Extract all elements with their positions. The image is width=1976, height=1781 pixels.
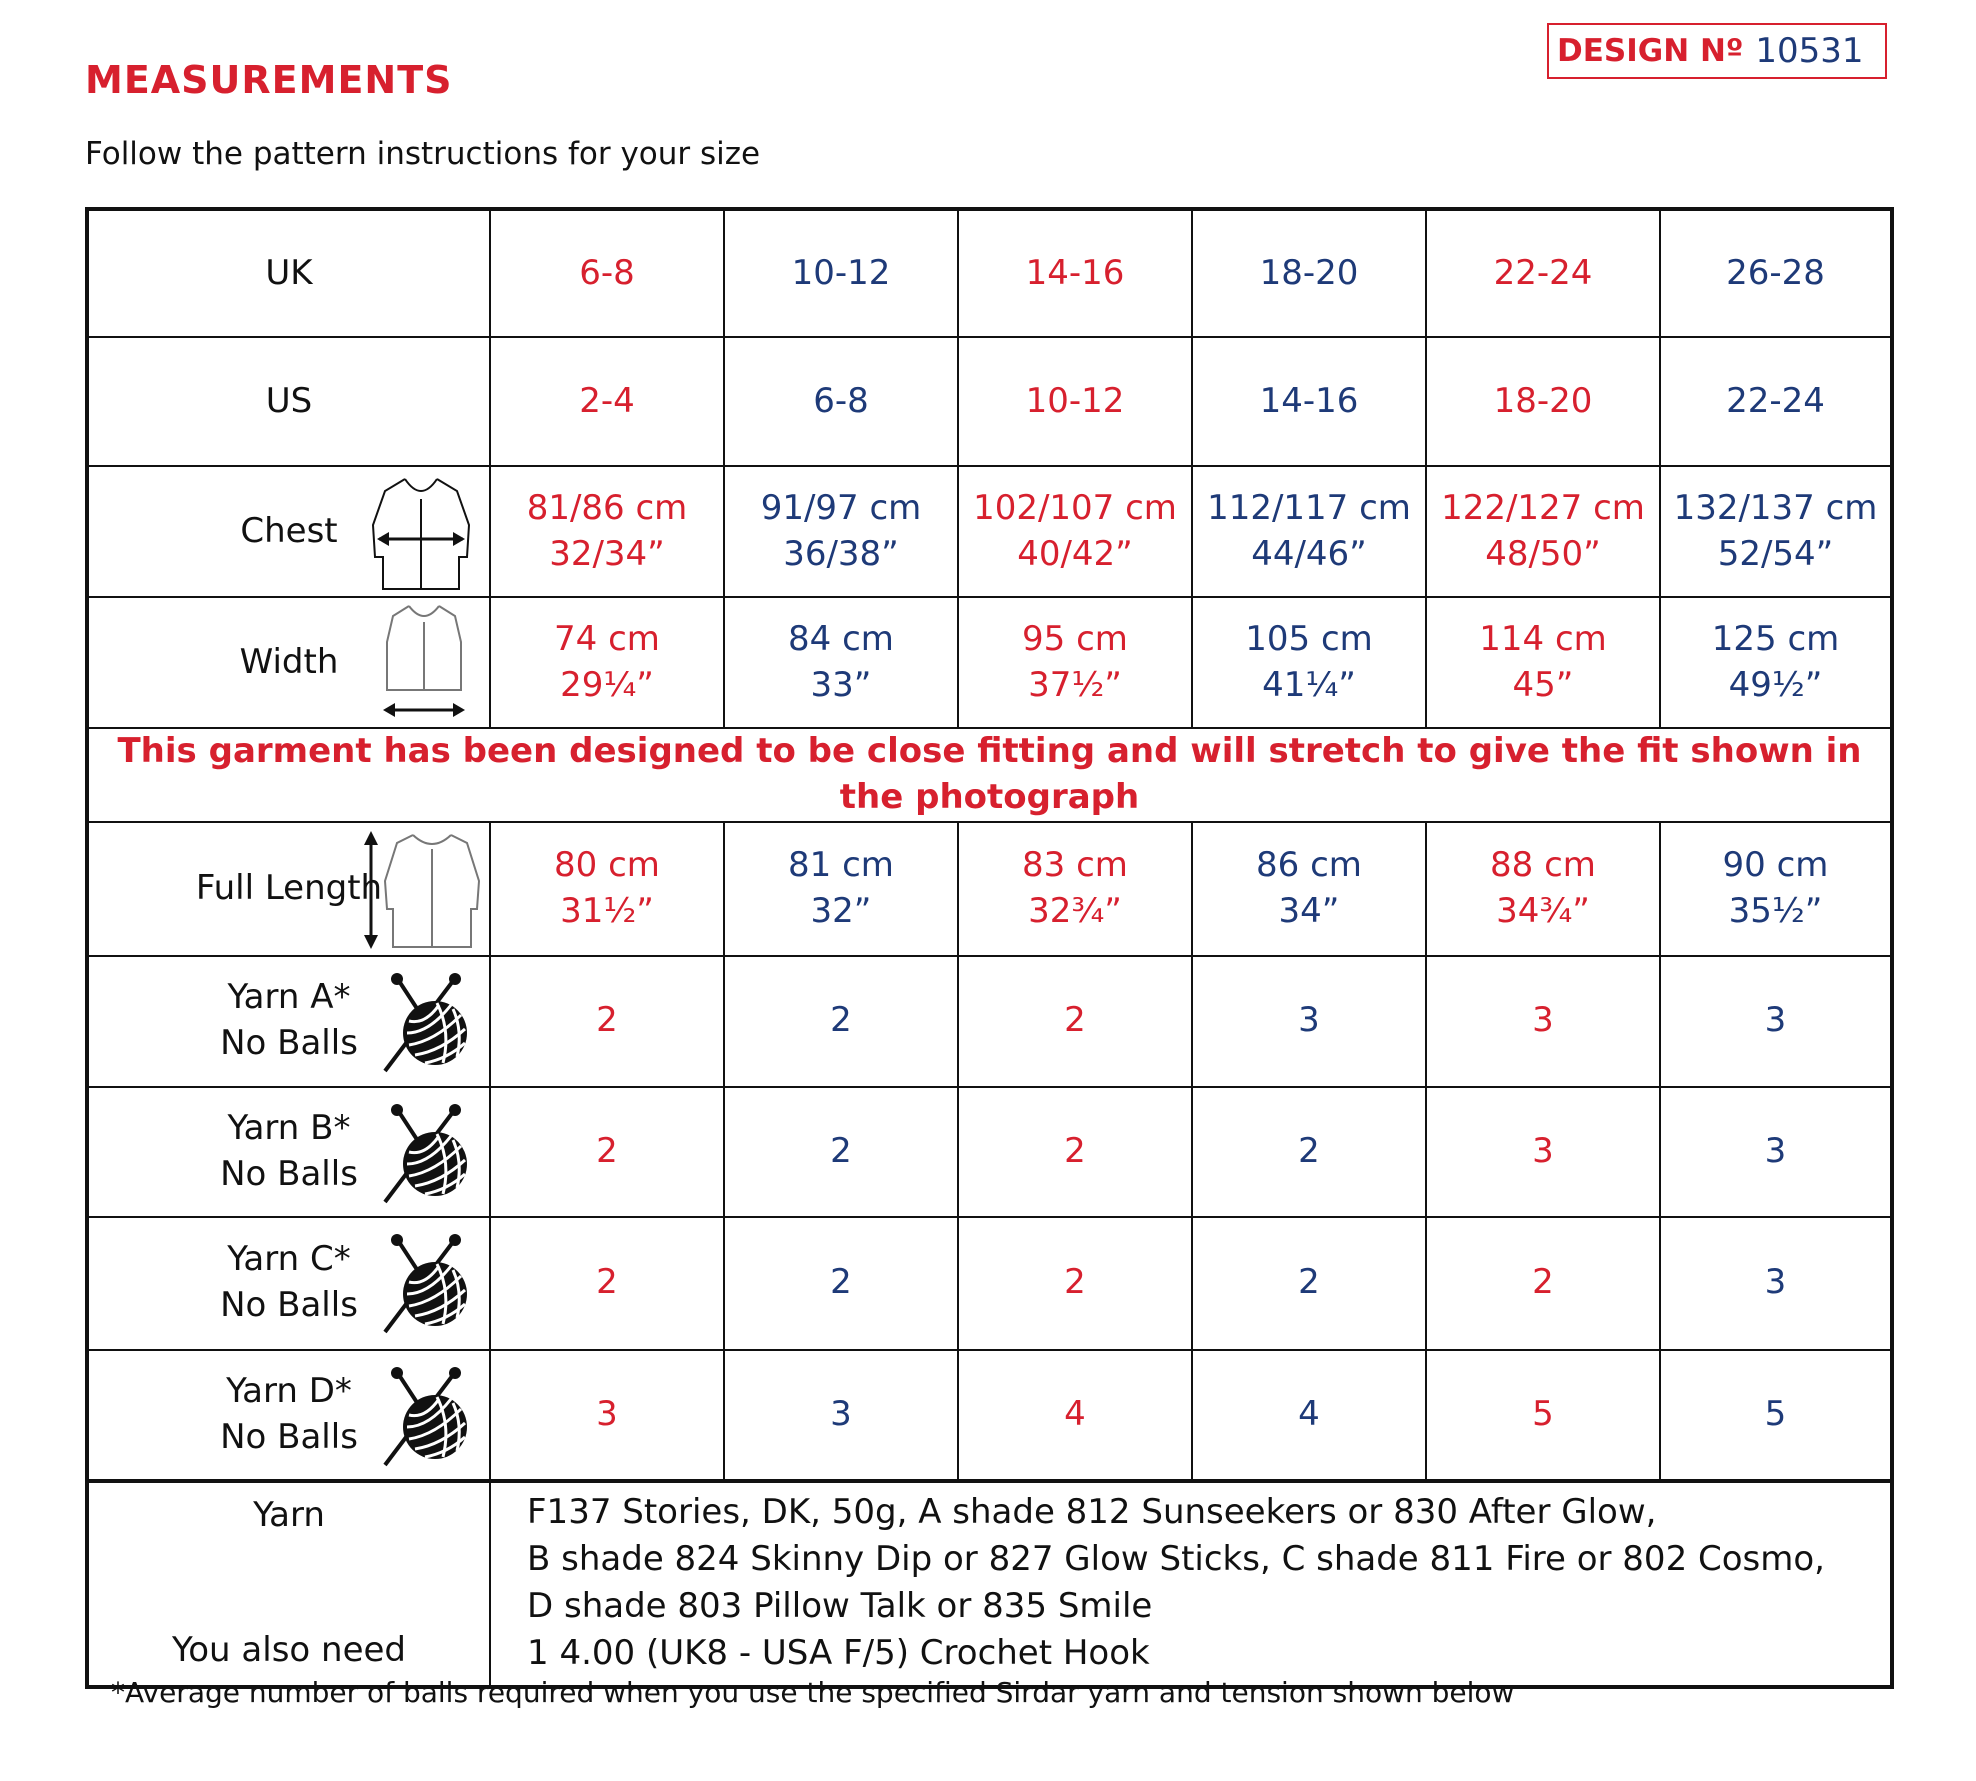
garment-length-measure-icon xyxy=(357,829,485,951)
yarn-d-label: Yarn D* xyxy=(226,1370,352,1411)
chest-in: 40/42” xyxy=(1017,533,1133,574)
us-size-cell: 10-12 xyxy=(958,337,1192,466)
yarn-d-balls: 3 xyxy=(490,1350,724,1481)
yarn-c-balls: 2 xyxy=(490,1217,724,1350)
yarn-ball-needles-icon xyxy=(381,1102,473,1206)
width-cm: 125 cm xyxy=(1711,618,1840,659)
width-cm: 105 cm xyxy=(1245,618,1373,659)
width-row xyxy=(87,597,1892,728)
yarn-a-balls: 2 xyxy=(724,956,958,1087)
chest-in: 44/46” xyxy=(1251,533,1367,574)
footnote: *Average number of balls required when you use the specified Sirdar yarn and tension shown below xyxy=(111,1676,1515,1709)
yarn-info-row xyxy=(87,1481,1892,1687)
yarn-b-balls: 2 xyxy=(724,1087,958,1217)
chest-cm: 102/107 cm xyxy=(973,487,1177,528)
yarn-c-balls: 2 xyxy=(724,1217,958,1350)
length-cell xyxy=(1426,822,1660,956)
page-subtitle: Follow the pattern instructions for your size xyxy=(85,136,761,172)
width-cell xyxy=(1660,597,1892,728)
us-size-row xyxy=(87,337,1892,466)
length-cell xyxy=(490,822,724,956)
chest-cell xyxy=(1192,466,1426,597)
width-in: 49½” xyxy=(1728,664,1823,705)
length-cell xyxy=(724,822,958,956)
chest-cell xyxy=(724,466,958,597)
uk-size-cell: 10-12 xyxy=(724,209,958,337)
yarn-a-balls-label: No Balls xyxy=(220,1023,358,1064)
length-cell xyxy=(1192,822,1426,956)
yarn-a-balls: 3 xyxy=(1426,956,1660,1087)
chest-cm: 132/137 cm xyxy=(1673,487,1878,528)
uk-size-cell: 22-24 xyxy=(1426,209,1660,337)
yarn-b-balls: 3 xyxy=(1426,1087,1660,1217)
length-cm: 88 cm xyxy=(1490,844,1596,885)
width-in: 37½” xyxy=(1028,664,1122,705)
width-cm: 74 cm xyxy=(554,618,660,659)
yarn-b-balls: 2 xyxy=(1192,1087,1426,1217)
uk-label: UK xyxy=(87,209,490,337)
yarn-ball-needles-icon xyxy=(381,971,473,1075)
yarn-c-balls: 3 xyxy=(1660,1217,1892,1350)
chest-cell xyxy=(490,466,724,597)
width-cell xyxy=(724,597,958,728)
uk-size-cell: 14-16 xyxy=(958,209,1192,337)
yarn-a-balls: 2 xyxy=(958,956,1192,1087)
width-cell xyxy=(1426,597,1660,728)
chest-cm: 122/127 cm xyxy=(1441,487,1645,528)
length-cell xyxy=(1660,822,1892,956)
uk-size-cell: 26-28 xyxy=(1660,209,1892,337)
chest-row xyxy=(87,466,1892,597)
yarn-a-label: Yarn A* xyxy=(227,977,351,1018)
yarn-c-label-cell xyxy=(87,1217,490,1350)
width-in: 45” xyxy=(1512,664,1574,705)
width-in: 41¼” xyxy=(1262,664,1356,705)
width-cell xyxy=(958,597,1192,728)
yarn-info-label-cell xyxy=(87,1481,490,1687)
yarn-b-label: Yarn B* xyxy=(227,1107,351,1148)
yarn-d-balls-label: No Balls xyxy=(220,1416,358,1457)
yarn-b-balls: 2 xyxy=(490,1087,724,1217)
width-cm: 95 cm xyxy=(1022,618,1128,659)
design-label: DESIGN Nº xyxy=(1557,33,1744,69)
uk-size-row xyxy=(87,209,1892,337)
chest-label: Chest xyxy=(240,510,338,551)
you-also-need-label: You also need xyxy=(172,1629,406,1670)
design-number-box xyxy=(1547,23,1887,79)
length-in: 31½” xyxy=(560,890,654,931)
width-label-cell xyxy=(87,597,490,728)
yarn-b-balls: 2 xyxy=(958,1087,1192,1217)
length-cell xyxy=(958,822,1192,956)
fit-note-row xyxy=(87,728,1892,822)
length-in: 32” xyxy=(810,890,872,931)
chest-cm: 91/97 cm xyxy=(760,487,922,528)
width-cell xyxy=(1192,597,1426,728)
length-in: 35½” xyxy=(1728,890,1823,931)
yarn-d-row xyxy=(87,1350,1892,1481)
chest-in: 32/34” xyxy=(549,533,665,574)
yarn-a-balls: 2 xyxy=(490,956,724,1087)
length-cm: 83 cm xyxy=(1022,844,1128,885)
crochet-hook-line: 1 4.00 (UK8 - USA F/5) Crochet Hook xyxy=(527,1632,1150,1673)
yarn-d-balls: 4 xyxy=(1192,1350,1426,1481)
length-cm: 90 cm xyxy=(1722,844,1829,885)
yarn-info-label: Yarn xyxy=(253,1494,325,1535)
yarn-desc-line: D shade 803 Pillow Talk or 835 Smile xyxy=(527,1585,1153,1626)
chest-cell xyxy=(958,466,1192,597)
yarn-desc-line: B shade 824 Skinny Dip or 827 Glow Sticks, C shade 811 Fire or 802 Cosmo, xyxy=(527,1538,1825,1579)
uk-size-cell: 18-20 xyxy=(1192,209,1426,337)
yarn-b-label-cell xyxy=(87,1087,490,1217)
yarn-d-balls: 5 xyxy=(1426,1350,1660,1481)
us-label: US xyxy=(87,337,490,466)
width-cm: 84 cm xyxy=(788,618,894,659)
design-number: 10531 xyxy=(1755,31,1864,71)
chest-in: 36/38” xyxy=(783,533,899,574)
chest-in: 52/54” xyxy=(1717,533,1834,574)
length-cm: 86 cm xyxy=(1256,844,1362,885)
us-size-cell: 14-16 xyxy=(1192,337,1426,466)
chest-in: 48/50” xyxy=(1485,533,1601,574)
chest-cm: 81/86 cm xyxy=(526,487,688,528)
yarn-a-balls: 3 xyxy=(1192,956,1426,1087)
measurements-table xyxy=(85,207,1894,1689)
page-heading: MEASUREMENTS xyxy=(85,58,453,102)
garment-width-measure-icon xyxy=(379,602,469,724)
width-label: Width xyxy=(239,641,339,682)
yarn-desc-line: F137 Stories, DK, 50g, A shade 812 Sunseekers or 830 After Glow, xyxy=(527,1491,1657,1532)
chest-cell xyxy=(1426,466,1660,597)
yarn-b-row xyxy=(87,1087,1892,1217)
garment-chest-measure-icon xyxy=(369,473,473,593)
yarn-d-balls: 5 xyxy=(1660,1350,1892,1481)
yarn-a-label-cell xyxy=(87,956,490,1087)
yarn-c-balls-label: No Balls xyxy=(220,1285,358,1326)
width-in: 33” xyxy=(810,664,872,705)
yarn-b-balls-label: No Balls xyxy=(220,1153,358,1194)
us-size-cell: 18-20 xyxy=(1426,337,1660,466)
length-label: Full Length xyxy=(195,867,383,908)
length-cm: 80 cm xyxy=(554,844,660,885)
chest-cell xyxy=(1660,466,1892,597)
yarn-d-balls: 4 xyxy=(958,1350,1192,1481)
length-row xyxy=(87,822,1892,956)
yarn-c-balls: 2 xyxy=(1192,1217,1426,1350)
length-cm: 81 cm xyxy=(788,844,894,885)
width-cm: 114 cm xyxy=(1479,618,1607,659)
yarn-ball-needles-icon xyxy=(381,1365,473,1469)
fit-note: This garment has been designed to be close fitting and will stretch to give the fit shown in the photograph xyxy=(87,728,1892,822)
yarn-c-balls: 2 xyxy=(1426,1217,1660,1350)
width-in: 29¼” xyxy=(560,664,654,705)
chest-cm: 112/117 cm xyxy=(1207,487,1411,528)
yarn-d-balls: 3 xyxy=(724,1350,958,1481)
length-in: 34” xyxy=(1278,890,1340,931)
yarn-ball-needles-icon xyxy=(381,1232,473,1336)
us-size-cell: 22-24 xyxy=(1660,337,1892,466)
us-size-cell: 2-4 xyxy=(490,337,724,466)
width-cell xyxy=(490,597,724,728)
yarn-a-balls: 3 xyxy=(1660,956,1892,1087)
chest-label-cell xyxy=(87,466,490,597)
yarn-c-row xyxy=(87,1217,1892,1350)
uk-size-cell: 6-8 xyxy=(490,209,724,337)
yarn-c-balls: 2 xyxy=(958,1217,1192,1350)
length-in: 34¾” xyxy=(1496,890,1590,931)
length-label-cell xyxy=(87,822,490,956)
yarn-info-desc xyxy=(490,1481,1892,1687)
yarn-a-row xyxy=(87,956,1892,1087)
yarn-d-label-cell xyxy=(87,1350,490,1481)
yarn-b-balls: 3 xyxy=(1660,1087,1892,1217)
yarn-c-label: Yarn C* xyxy=(227,1239,351,1280)
us-size-cell: 6-8 xyxy=(724,337,958,466)
length-in: 32¾” xyxy=(1028,890,1122,931)
